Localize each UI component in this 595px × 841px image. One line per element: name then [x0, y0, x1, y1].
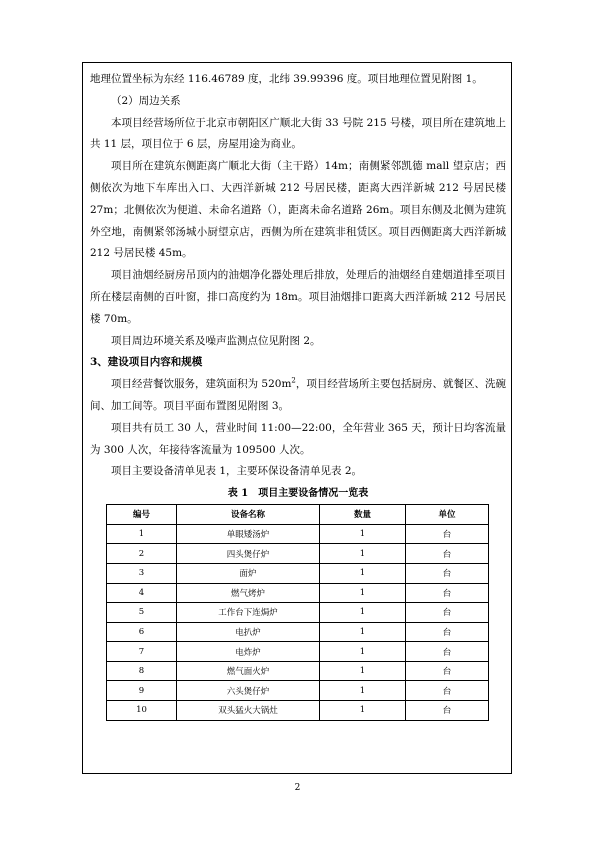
table-cell: 台	[406, 622, 489, 642]
table-cell: 台	[406, 524, 489, 544]
table-cell: 台	[406, 681, 489, 701]
table-cell: 四头煲仔炉	[177, 544, 320, 564]
table-cell: 5	[107, 603, 177, 623]
table-row	[107, 583, 489, 603]
table-cell: 燃气面火炉	[177, 661, 320, 681]
area-text-b: ，项目经营场所主要包括厨房、就餐区、洗碗间、加工间等。项目平面布置图见附图 3。	[90, 378, 506, 412]
page-number: 2	[294, 783, 301, 793]
table-cell: 电扒炉	[177, 622, 320, 642]
header-cell: 设备名称	[177, 505, 320, 525]
table-cell: 1	[320, 544, 406, 564]
table-row	[107, 642, 489, 662]
table-cell: 台	[406, 603, 489, 623]
table-cell: 4	[107, 583, 177, 603]
document-body	[90, 69, 506, 721]
paragraph-area	[90, 374, 506, 418]
table-row	[107, 544, 489, 564]
table-cell: 1	[320, 622, 406, 642]
table-cell: 6	[107, 622, 177, 642]
table-cell: 2	[107, 544, 177, 564]
header-cell: 编号	[107, 505, 177, 525]
paragraph-neighbors: 项目所在建筑东侧距离广顺北大街（主干路）14m；南侧紧邻凯德 mall 望京店；西侧依次为地下车库出入口、大西洋新城 212 号居民楼，距离大西洋新城 212 号居民楼 27m；北侧依次为便道、未命名道路（），距离未命名道路 26m。项目东侧及北侧为建筑外空地，南侧紧邻汤城小厨望京店，西侧为所在建筑非租赁区。项目西侧距离大西洋新城 212 号居民楼 45m。	[90, 160, 506, 260]
table-cell: 工作台下连焗炉	[177, 603, 320, 623]
table-cell: 六头煲仔炉	[177, 681, 320, 701]
table-cell: 1	[320, 603, 406, 623]
table-cell: 台	[406, 563, 489, 583]
equipment-table	[106, 504, 489, 721]
table-cell: 1	[320, 524, 406, 544]
table-cell: 1	[320, 681, 406, 701]
area-superscript: 2	[291, 376, 296, 385]
table-cell: 单眼矮汤炉	[177, 524, 320, 544]
table-cell: 台	[406, 701, 489, 721]
table-body	[107, 524, 489, 720]
table-cell: 1	[320, 563, 406, 583]
table-cell: 台	[406, 661, 489, 681]
paragraph-location-coords: 地理位置坐标为东经 116.46789 度，北纬 39.99396 度。项目地理位置见附图 1。	[90, 73, 483, 85]
table-cell: 1	[320, 701, 406, 721]
table-cell: 9	[107, 681, 177, 701]
subheading-surroundings: （2）周边关系	[111, 94, 181, 107]
table-caption: 表 1 项目主要设备情况一览表	[227, 488, 369, 500]
paragraph-staff-hours: 项目共有员工 30 人，营业时间 11:00—22:00，全年营业 365 天，预计日均客流量为 300 人次，年接待客流量为 109500 人次。	[90, 421, 506, 456]
header-cell: 数量	[320, 505, 406, 525]
table-row	[107, 701, 489, 721]
table-cell: 8	[107, 661, 177, 681]
table-cell: 1	[320, 642, 406, 662]
table-cell: 3	[107, 563, 177, 583]
table-cell: 电炸炉	[177, 642, 320, 662]
table-cell: 7	[107, 642, 177, 662]
area-text-a: 项目经营餐饮服务，建筑面积为 520m	[111, 378, 292, 391]
paragraph-equipment-ref: 项目主要设备清单见表 1，主要环保设备清单见表 2。	[111, 465, 363, 478]
paragraph-site-address: 本项目经营场所位于北京市朝阳区广顺北大街 33 号院 215 号楼，项目所在建筑地上共 11 层，项目位于 6 层，房屋用途为商业。	[90, 116, 506, 151]
table-cell: 1	[107, 524, 177, 544]
header-cell: 单位	[406, 505, 489, 525]
table-cell: 双头猛火大锅灶	[177, 701, 320, 721]
table-cell: 台	[406, 583, 489, 603]
table-cell: 面炉	[177, 563, 320, 583]
table-cell: 10	[107, 701, 177, 721]
table-row	[107, 603, 489, 623]
table-row	[107, 661, 489, 681]
table-header-row	[107, 505, 489, 525]
table-row	[107, 524, 489, 544]
table-row	[107, 622, 489, 642]
paragraph-monitoring-ref: 项目周边环境关系及噪声监测点位见附图 2。	[111, 334, 321, 347]
table-row	[107, 563, 489, 583]
table-cell: 1	[320, 583, 406, 603]
table-row	[107, 681, 489, 701]
table-cell: 燃气烤炉	[177, 583, 320, 603]
table-cell: 台	[406, 544, 489, 564]
section-heading-scope: 3、建设项目内容和规模	[90, 356, 203, 369]
table-cell: 1	[320, 661, 406, 681]
table-cell: 台	[406, 642, 489, 662]
paragraph-fume-exhaust: 项目油烟经厨房吊顶内的油烟净化器处理后排放，处理后的油烟经自建烟道排至项目所在楼层南侧的百叶窗，排口高度约为 18m。项目油烟排口距离大西洋新城 212 号居民楼 70m。	[90, 269, 506, 325]
